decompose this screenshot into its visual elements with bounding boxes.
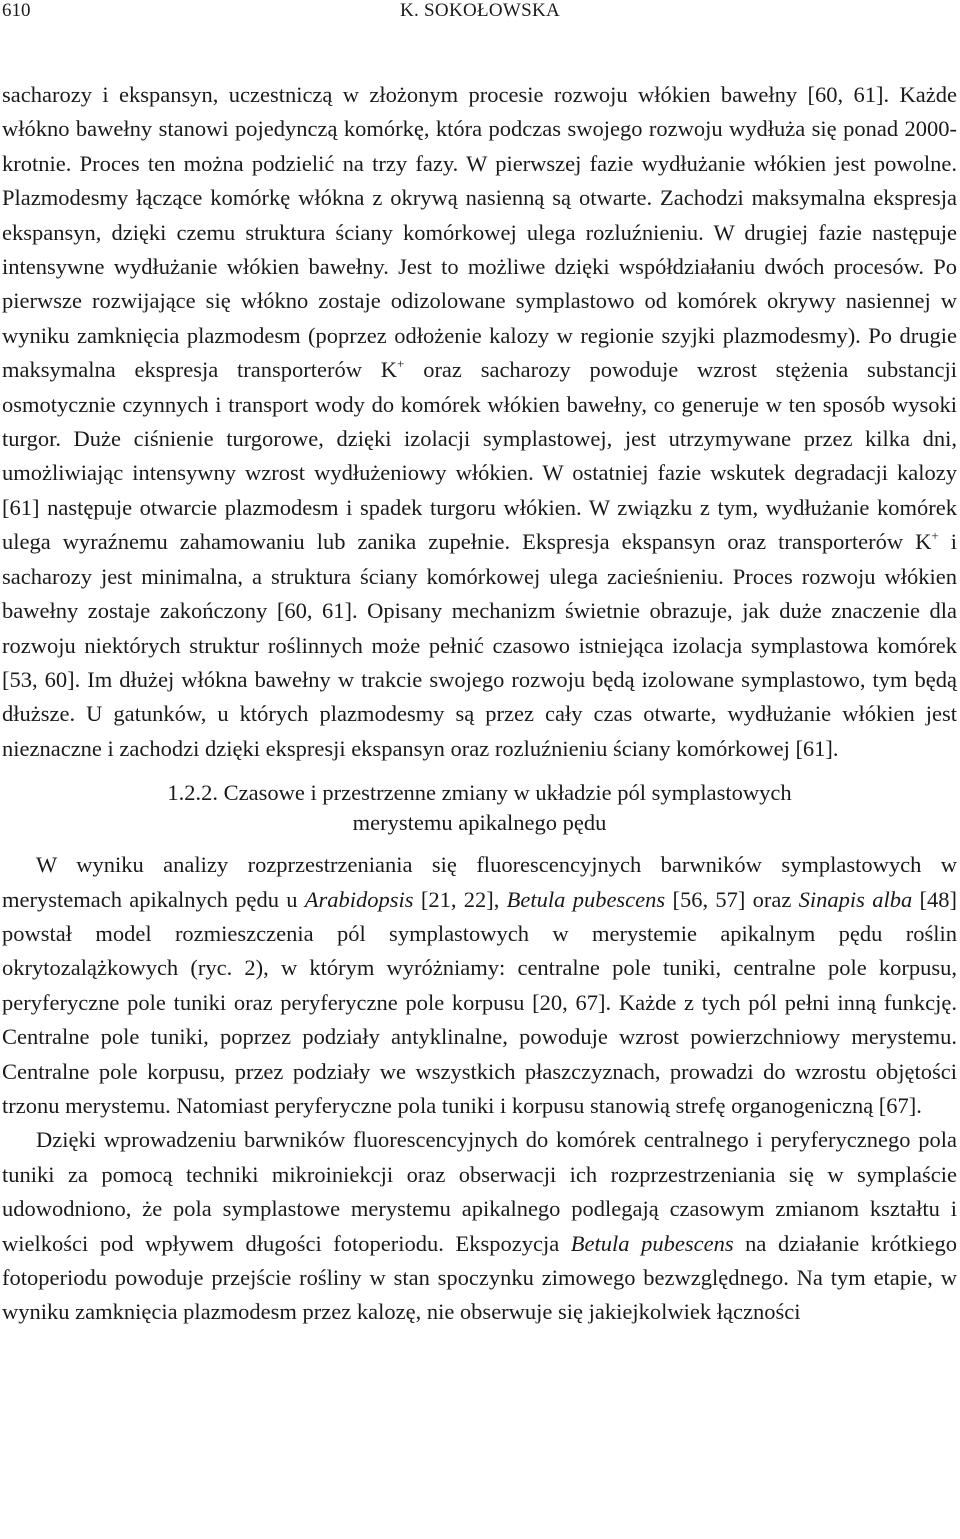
text-run: [48] powstał model rozmieszczenia pól symplastowych w merystemie apikalnym pędu roślin okrytozalążkowych (ryc. 2), w którym wyróżniamy: centralne pole tuniki, centralne pole korpusu, peryferyczne pole tuniki oraz peryferyczne pole korpusu [20, 67]. Każde z tych pól pełni inną funkcję. Centralne pole tuniki, poprzez podziały antyklinalne, powoduje wzrost powierzchniowy merystemu. Centralne pole korpusu, przez podziały we wszystkich płaszczyznach, prowadzi do wzrostu objętości trzonu merystemu. Natomiast peryferyczne pola tuniki i korpusu stanowią strefę organogeniczną [67]. (2, 886, 957, 1118)
paragraph-cotton-fiber-development (2, 78, 957, 766)
section-heading-line-2: merystemu apikalnego pędu (352, 810, 607, 836)
text-run: oraz sacharozy powoduje wzrost stężenia substancji osmotycznie czynnych i transport wody do komórek włókien bawełny, co generuje w ten sposób wysoki turgor. Duże ciśnienie turgorowe, dzięki izolacji symplastowej, jest utrzymywane przez kilka dni, umożliwiając intensywny wzrost wydłużeniowy włókien. W ostatniej fazie wskutek degradacji kalozy [61] następuje otwarcie plazmodesm i spadek turgoru włókien. W związku z tym, wydłużanie komórek ulega wyraźnemu zahamowaniu lub zanika zupełnie. Ekspresja ekspansyn oraz transporterów K (2, 357, 957, 555)
text-run: sacharozy i ekspansyn, uczestniczą w złożonym procesie rozwoju włókien bawełny [60, 61]. Każde włókno bawełny stanowi pojedynczą komórkę, która podczas swojego rozwoju wydłuża się ponad 2000-krotnie. Proces ten można podzielić na trzy fazy. W pierwszej fazie wydłużanie włókien jest powolne. Plazmodesmy łączące komórkę włókna z okrywą nasienną są otwarte. Zachodzi maksymalna ekspresja ekspansyn, dzięki czemu struktura ściany komórkowej ulega rozluźnieniu. W drugiej fazie następuje intensywne wydłużanie włókien bawełny. Jest to możliwe dzięki współdziałaniu dwóch procesów. Po pierwsze rozwijające się włókno zostaje odizolowane symplastowo od komórek okrywy nasiennej w wyniku zamknięcia plazmodesm (poprzez odłożenie kalozy w regionie szyjki plazmodesmy). Po drugie maksymalna ekspresja transporterów K (2, 82, 957, 383)
text-run: na działanie krótkiego fotoperiodu powoduje przejście rośliny w stan spoczynku zimowego bezwzględnego. Na tym etapie, w wyniku zamknięcia plazmodesm przez kalozę, nie obserwuje się jakiejkolwiek łączności (2, 1230, 957, 1325)
text-run: [56, 57] oraz (665, 886, 799, 912)
paragraph-fluorescent-dyes (2, 1123, 957, 1329)
text-run: Dzięki wprowadzeniu barwników fluorescencyjnych do komórek centralnego i peryferycznego pola tuniki za pomocą techniki mikroiniekcji oraz obserwacji ich rozprzestrzeniania się w symplaście udowodniono, że pola symplastowe merystemu apikalnego podlegają czasowym zmianom kształtu i wielkości pod wpływem długości fotoperiodu. Ekspozycja (2, 1127, 957, 1256)
page-header (0, 0, 960, 26)
text-run: W wyniku analizy rozprzestrzeniania się fluorescencyjnych barwników symplastowych w merystemach apikalnych pędu u (2, 852, 957, 912)
text-run: [21, 22], (413, 886, 507, 912)
paragraph-symplastic-fields-model (2, 848, 957, 1123)
species-name-italic: Betula pubescens (570, 1230, 734, 1256)
species-name-italic: Betula pubescens (506, 886, 666, 912)
species-name-italic: Sinapis alba (798, 886, 913, 912)
section-heading (2, 778, 957, 838)
section-heading-line-1: 1.2.2. Czasowe i przestrzenne zmiany w układzie pól symplastowych (167, 780, 792, 806)
superscript-plus: + (931, 528, 939, 544)
body-text (2, 78, 957, 1330)
running-head-author: K. SOKOŁOWSKA (399, 0, 561, 21)
page-number: 610 (2, 0, 31, 21)
text-run: i sacharozy jest minimalna, a struktura ściany komórkowej ulega zacieśnieniu. Proces rozwoju włókien bawełny zostaje zakończony [60, 61]. Opisany mechanizm świetnie obrazuje, jak duże znaczenie dla rozwoju niektórych struktur roślinnych może pełnić czasowo istniejąca izolacja symplastowa komórek [53, 60]. Im dłużej włókna bawełny w trakcie swojego rozwoju będą izolowane symplastowo, tym będą dłuższe. U gatunków, u których plazmodesmy są przez cały czas otwarte, wydłużanie włókien jest nieznaczne i zachodzi dzięki ekspresji ekspansyn oraz rozluźnieniu ściany komórkowej [61]. (2, 529, 957, 761)
superscript-plus: + (397, 356, 405, 372)
species-name-italic: Arabidopsis (304, 886, 414, 912)
